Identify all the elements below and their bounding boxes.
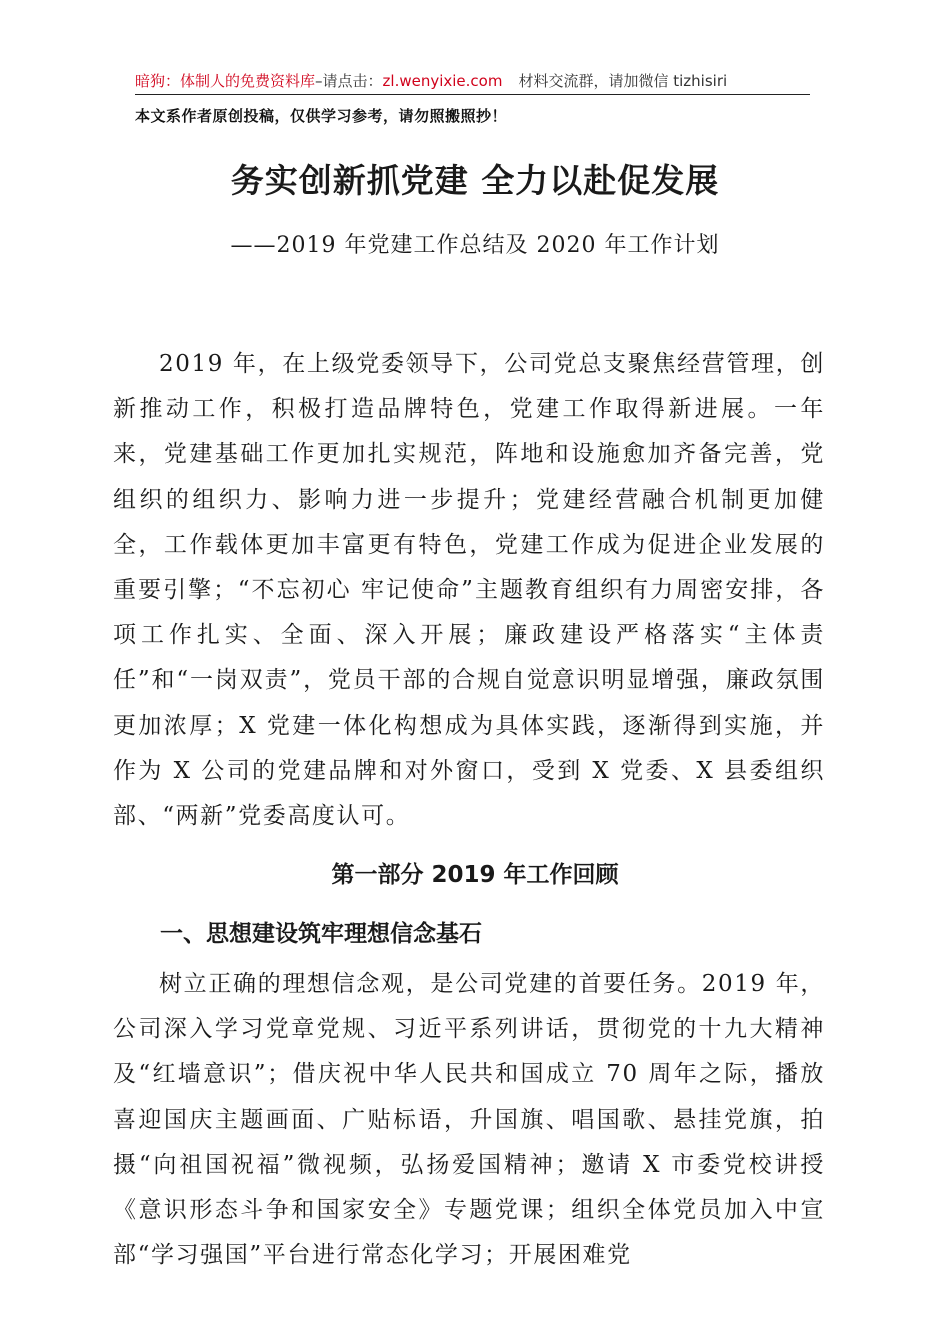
intro-paragraph: 2019 年，在上级党委领导下，公司党总支聚焦经营管理，创新推动工作，积极打造品牌特色，党建工作取得新进展。一年来，党建基础工作更加扎实规范，阵地和设施愈加齐备完善，党组织的组织力、影响力进一步提升；党建经营融合机制更加健全，工作载体更加丰富更有特色，党建工作成为促进企业发展的重要引擎；“不忘初心 牢记使命”主题教育组织有力周密安排，各项工作扎实、全面、深入开展；廉政建设严格落实“主体责任”和“一岗双责”，党员干部的合规自觉意识明显增强，廉政氛围更加浓厚；X 党建一体化构想成为具体实践，逐渐得到实施，并作为 X 公司的党建品牌和对外窗口，受到 X 党委、X 县委组织部、“两新”党委高度认可。 xyxy=(113,351,825,830)
document-subtitle: ——2019 年党建工作总结及 2020 年工作计划 xyxy=(230,233,720,258)
promo-text: 暗狗：体制人的免费资料库 xyxy=(135,72,316,90)
contact-text: 材料交流群，请加微信 tizhisiri xyxy=(518,72,728,90)
subsection-title: 一、思想建设筑牢理想信念基石 xyxy=(160,921,482,947)
copyright-notice: 本文系作者原创投稿，仅供学习参考，请勿照搬照抄！ xyxy=(135,107,508,125)
click-prefix: –请点击： xyxy=(315,72,383,90)
website-link[interactable]: zl.wenyixie.com xyxy=(382,72,503,90)
section-title: 第一部分 2019 年工作回顾 xyxy=(331,862,619,888)
body-paragraph: 树立正确的理想信念观，是公司党建的首要任务。2019 年，公司深入学习党章党规、习近平系列讲话，贯彻党的十九大精神及“红墙意识”；借庆祝中华人民共和国成立 70 周年之际，播放喜迎国庆主题画面、广贴标语，升国旗、唱国歌、悬挂党旗，拍摄“向祖国祝福”微视频，弘扬爱国精神；邀请 X 市委党校讲授《意识形态斗争和国家安全》专题党课；组织全体党员加入中宣部“学习强国”平台进行常态化学习；开展困难党 xyxy=(113,971,825,1269)
document-title: 务实创新抓党建 全力以赴促发展 xyxy=(230,161,720,200)
header-bar xyxy=(135,68,810,95)
